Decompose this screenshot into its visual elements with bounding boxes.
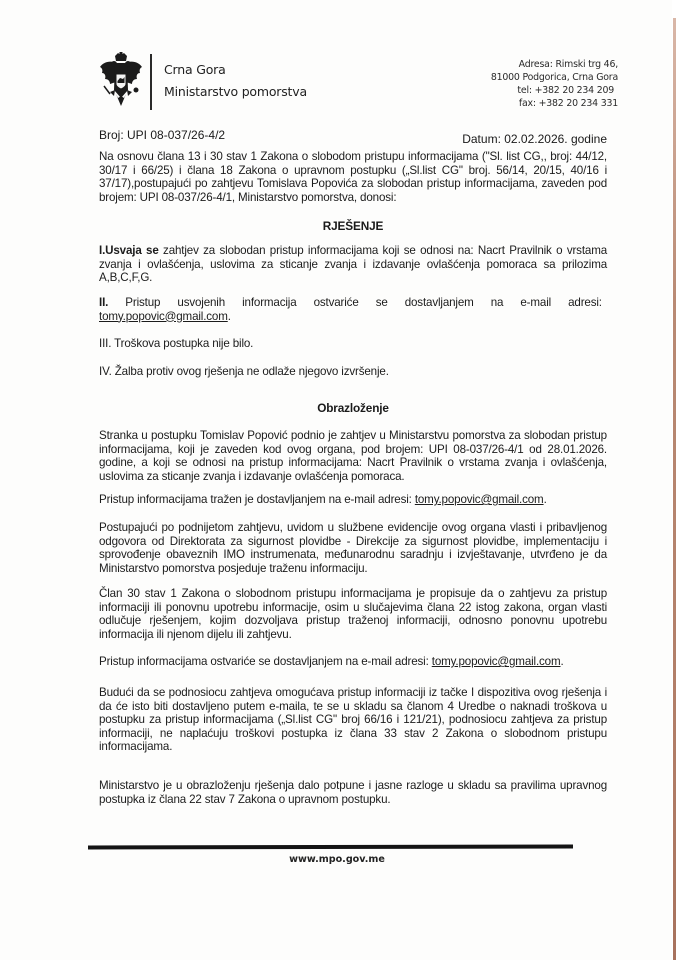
montenegro-coat-of-arms-icon	[98, 52, 144, 108]
decision-item-3-lead: III.	[99, 337, 112, 350]
reasoning-paragraph-7	[99, 779, 607, 806]
letterhead	[98, 52, 618, 122]
reasoning-paragraph-3	[99, 521, 607, 575]
fax: fax: +382 20 234 331	[518, 98, 618, 109]
decision-title-wrap	[99, 220, 607, 236]
decision-item-2-lead: II.	[99, 296, 109, 309]
org-country: Crna Gora	[164, 62, 226, 77]
reasoning-paragraph-4-text: Član 30 stav 1 Zakona o slobodnom pristupu informacijama je propisuje da o zahtjevu za pristup informaciji ili ponovnu upotrebu informacije, osim u slučajevima člana 22 istog zakona, organ vlasti odlučuje rješenjem, kojim dozvoljava pristup traženoj informaciji, odnosno ponovnu upotrebu informacija ili njenom dijelu ili zahtjevu.	[99, 587, 607, 641]
reasoning-paragraph-4	[99, 587, 607, 641]
decision-item-1-text: zahtjev za slobodan pristup informacijama koji se odnosi na: Nacrt Pravilnik o vrstama zvanja i ovlašćenja, uslovima za sticanje zvanja i izdavanje ovlašćenja pomoraca sa prilozima A,B,C,F,G.	[99, 244, 607, 284]
reasoning-title: Obrazloženje	[317, 401, 389, 415]
decision-item-2-email[interactable]: tomy.popovic@gmail.com	[99, 309, 228, 323]
decision-item-4-text: Žalba protiv ovog rješenja ne odlaže njegovo izvršenje.	[111, 365, 389, 378]
decision-item-2	[99, 296, 607, 323]
reasoning-paragraph-6-text: Budući da se podnosiocu zahtjeva omogućava pristup informaciji iz tačke I dispozitiva ovog rješenja i da će isto biti dostavljeno putem e-maila, te se u skladu sa članom 4 Uredbe o naknadi troškova u postupku za pristup informacijama („Sl.list CG" broj 66/16 i 121/21), podnosiocu zahtjeva za pristup informaciji, ne naplaćuju troškovi postupka iz člana 33 stav 2 Zakona o slobodnom pristupu informacijama.	[99, 686, 607, 753]
preamble	[99, 150, 607, 204]
reasoning-paragraph-5: Pristup informacijama ostvariće se dostavljanjem na e-mail adresi: tomy.popovic@gmail.com.	[99, 655, 564, 668]
decision-item-4	[99, 365, 607, 379]
reasoning-paragraph-2-email[interactable]: tomy.popovic@gmail.com	[414, 493, 544, 506]
header-divider	[150, 54, 152, 110]
decision-title: RJEŠENJE	[322, 219, 384, 233]
reasoning-paragraph-2: Pristup informacijama tražen je dostavljanjem na e-mail adresi: tomy.popovic@gmail.com.	[99, 493, 547, 506]
org-ministry: Ministarstvo pomorstva	[164, 84, 307, 99]
contact-block	[491, 58, 618, 110]
preamble-text: Na osnovu člana 13 i 30 stav 1 Zakona o slobodom pristupu informacijama ("Sl. list CG,, broj: 44/12, 30/17 i 66/25) i člana 18 Zakona o upravnom postupku („Sl.list CG" broj. 56/14, 20/15, 40/16 i 37/17),postupajući po zahtjevu Tomislava Popovića za slobodan pristup informacijama, zaveden pod brojem: UPI 08-037/26-4/1, Ministarstvo pomorstva, donosi:	[99, 150, 607, 204]
decision-item-2-text: Pristup usvojenih informacija ostvariće se dostavljanjem na e-mail adresi:	[108, 296, 602, 309]
reasoning-paragraph-1-text: Stranka u postupku Tomislav Popović podnio je zahtjev u Ministarstvu pomorstva za slobodan pristup informacijama, koji je zaveden kod ovog organa, pod brojem: UPI 08-037/26-4/1 od 28.01.2026. godine, a koji se odnosi na pristup informacijama: Nacrt Pravilnik o vrstama zvanja i ovlašćenja, uslovima za sticanje zvanja i izdavanje ovlašćenja pomoraca.	[99, 429, 607, 483]
reasoning-paragraph-3-text: Postupajući po podnijetom zahtjevu, uvidom u službene evidencije ovog organa vlasti i pribavljenog odgovora od Direktorata za sigurnost plovidbe - Direkcije za sigurnost plovidbe, implementaciju i sprovođenje obaveznih IMO instrumenata, međunarodnu saradnju i izvještavanje, utvrđeno je da Ministarstvo pomorstva posjeduje traženu informaciju.	[99, 521, 607, 575]
footer-website[interactable]: www.mpo.gov.me	[289, 854, 385, 865]
document-date: Datum: 02.02.2026. godine	[462, 132, 607, 146]
reasoning-paragraph-5-text: Pristup informacijama ostvariće se dostavljanjem na e-mail adresi:	[99, 655, 432, 668]
reasoning-paragraph-2-text: Pristup informacijama tražen je dostavljanjem na e-mail adresi:	[99, 493, 415, 506]
reasoning-title-wrap	[99, 402, 607, 418]
telephone: tel: +382 20 234 209	[517, 85, 614, 96]
reasoning-paragraph-7-text: Ministarstvo je u obrazloženju rješenja dalo potpune i jasne razloge u skladu sa pravilima upravnog postupka iz člana 22 stav 7 Zakona o upravnom postupku.	[99, 779, 607, 806]
reasoning-paragraph-6	[99, 686, 607, 754]
reasoning-paragraph-1	[99, 429, 607, 483]
reference-number: Broj: UPI 08-037/26-4/2	[99, 128, 226, 142]
decision-item-1-lead: I.Usvaja se	[99, 244, 159, 257]
decision-item-2-suffix: .	[227, 309, 231, 323]
decision-item-1	[99, 244, 607, 285]
decision-item-3-text: Troškova postupka nije bilo.	[111, 337, 254, 350]
reasoning-paragraph-5-email[interactable]: tomy.popovic@gmail.com	[431, 655, 561, 668]
address-line-1: Adresa: Rimski trg 46,	[518, 59, 618, 70]
footer-rule	[88, 844, 573, 849]
address-line-2: 81000 Podgorica, Crna Gora	[490, 72, 618, 83]
decision-item-3	[99, 337, 607, 351]
decision-item-4-lead: IV.	[99, 365, 112, 378]
